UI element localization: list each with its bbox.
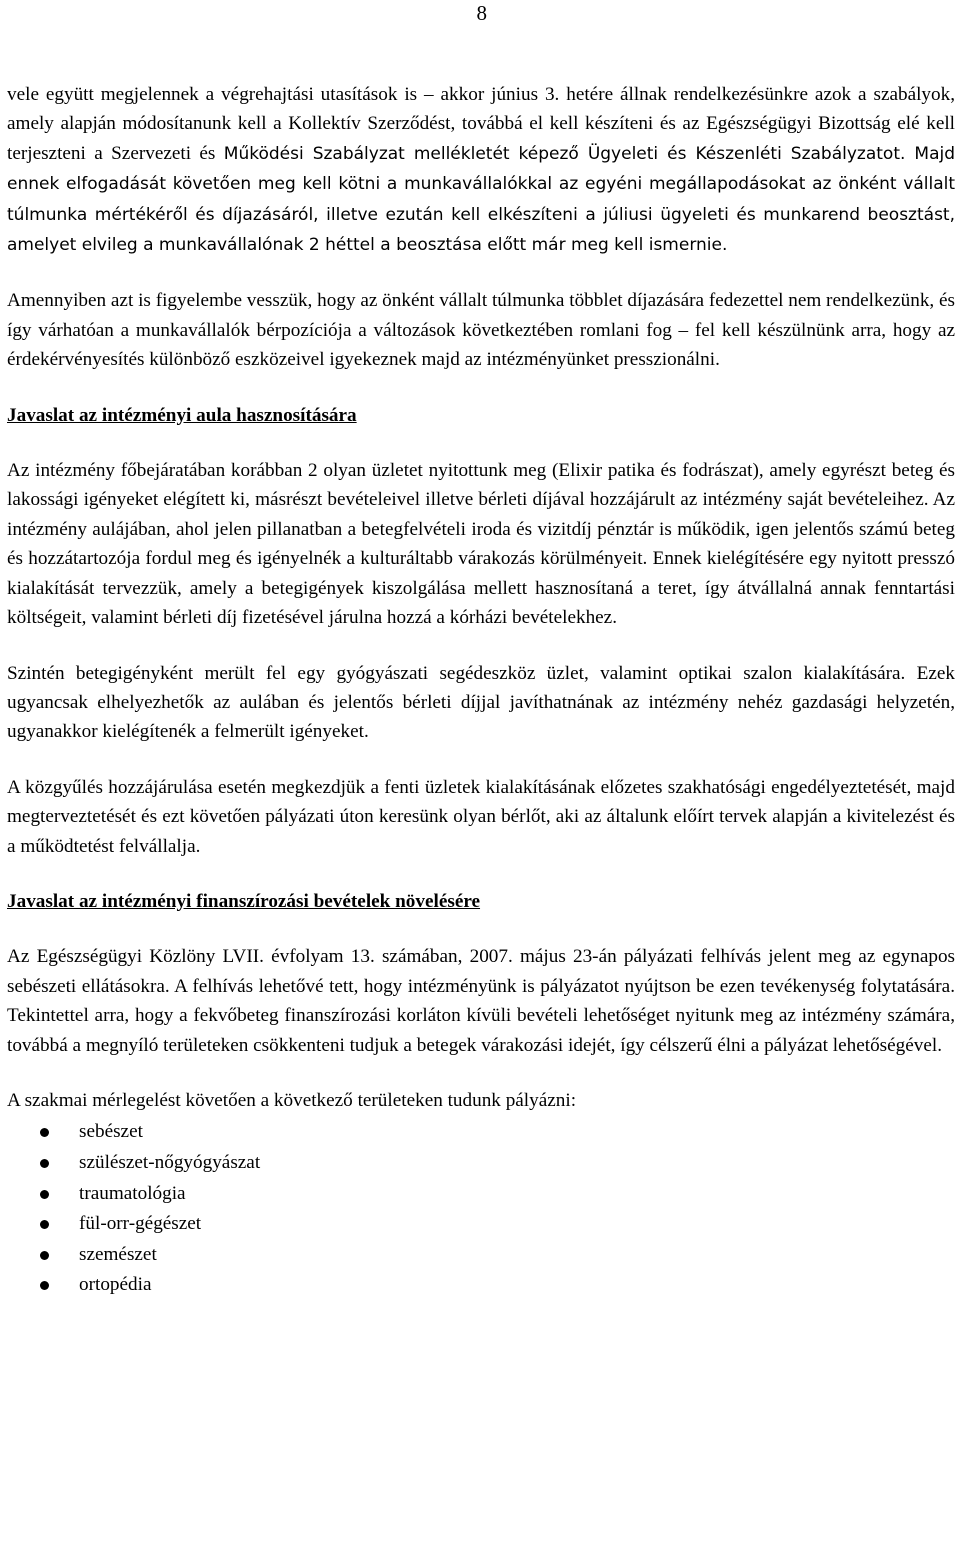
list-item bbox=[7, 1240, 955, 1271]
bullet-icon bbox=[40, 1220, 49, 1229]
list-item bbox=[7, 1117, 955, 1148]
bullet-icon bbox=[40, 1128, 49, 1137]
paragraph-work-schedule-part-a: vele együtt megjelennek a végrehajtási utasítások is – akkor június 3. hetére állnak rendelkezésünkre azok a szabályok, amely alapján módosítanunk kell a Kollektív Szerződést, továbbá el kell készíteni és az Egészségügyi Bizottság elé kell terjeszteni a Szervezeti és bbox=[7, 84, 955, 164]
list-item-label: szemészet bbox=[79, 1243, 157, 1265]
tender-areas-list bbox=[7, 1117, 955, 1301]
page-number: 8 bbox=[476, 1, 487, 25]
bullet-icon bbox=[40, 1159, 49, 1168]
list-item bbox=[7, 1179, 955, 1210]
paragraph-work-schedule-part-b: Működési Szabályzat mellékletét képező Ügyeleti és Készenléti Szabályzatot. bbox=[223, 143, 906, 164]
paragraph-aula-shops: Az intézmény főbejáratában korábban 2 olyan üzletet nyitottunk meg (Elixir patika és fodrászat), amely egyrészt beteg és lakossági igényeket elégített ki, másrészt bevételeivel illetve bérleti díjával hozzájárult az intézmény saját bevételeihez. Az intézmény aulájában, ahol jelen pillanatban a betegfelvételi iroda és vizitdíj pénztár is működik, igen jelentős számú beteg és hozzátartozója fordul meg és igényelnék a kulturáltabb várakozás körülményeit. Ennek kielégítésére egy nyitott presszó kialakítását tervezzük, amely a betegigények kiszolgálása mellett hasznosítaná a teret, így átvállalná annak fenntartási költségeit, valamint bérleti díj fizetésével járulna hozzá a kórházi bevételekhez. bbox=[7, 460, 955, 629]
list-item bbox=[7, 1209, 955, 1240]
paragraph-work-schedule bbox=[7, 80, 955, 260]
paragraph-tender-call: Az Egészségügyi Közlöny LVII. évfolyam 13. számában, 2007. május 23-án pályázati felhívás jelent meg az egynapos sebészeti ellátásokra. A felhívás lehetővé tett, hogy intézményünk is pályázatot nyújtson be ezen tevékenység folytatására. Tekintettel arra, hogy a fekvőbeteg finanszírozási korláton kívüli bevételi lehetőséget nyitunk meg az intézmény számára, továbbá a megnyíló területeken csökkenteni tudjuk a betegek várakozási idejét, így célszerű élni a pályázat lehetőségével. bbox=[7, 946, 955, 1056]
heading-aula-utilization: Javaslat az intézményi aula hasznosítására bbox=[7, 404, 357, 426]
document-body bbox=[7, 80, 955, 1301]
paragraph-tender-areas-intro: A szakmai mérlegelést követően a következő területeken tudunk pályázni: bbox=[7, 1089, 577, 1111]
paragraph-medical-aids-shop: Szintén betegigényként merült fel egy gyógyászati segédeszköz üzlet, valamint optikai szalon kialakítására. Ezek ugyancsak elhelyezhetők az aulában és jelentős bérleti díjjal javíthatnának az intézmény nehéz gazdasági helyzetén, ugyanakkor kielégítenék a felmerült igényeket. bbox=[7, 662, 955, 743]
list-item-label: fül-orr-gégészet bbox=[79, 1213, 202, 1235]
paragraph-work-schedule-part-c: Majd ennek elfogadását követően meg kell kötni a munkavállalókkal az egyéni megállapodásokat az önként vállalt túlmunka mértékéről és díjazásáról, illetve ezután kell elkészíteni a júliusi ügyeleti és munkarend beosztást, amelyet elvileg a munkavállalónak 2 héttel a beosztása előtt már meg kell ismernie. bbox=[7, 143, 955, 256]
bullet-icon bbox=[40, 1251, 49, 1260]
list-item-label: szülészet-nőgyógyászat bbox=[79, 1151, 261, 1173]
list-item bbox=[7, 1270, 955, 1301]
heading-financing-revenue: Javaslat az intézményi finanszírozási bevételek növelésére bbox=[7, 890, 481, 912]
list-item-label: traumatológia bbox=[79, 1182, 186, 1204]
list-item-label: ortopédia bbox=[79, 1274, 152, 1296]
paragraph-assembly-approval: A közgyűlés hozzájárulása esetén megkezdjük a fenti üzletek kialakításának előzetes szakhatósági engedélyeztetését, majd megterveztetését és ezt követően pályázati úton keresünk olyan bérlőt, aki az általunk előírt tervek alapján a kivitelezést és a működtetést felvállalja. bbox=[7, 776, 955, 857]
paragraph-overtime-pay: Amennyiben azt is figyelembe vesszük, hogy az önként vállalt túlmunka többlet díjazására fedezettel nem rendelkezünk, és így várhatóan a munkavállalók bérpozíciója a változások következtében romlani fog – fel kell készülnünk arra, hogy az érdekérvényesítés különböző eszközeivel igyekeznek majd az intézményünket presszionálni. bbox=[7, 290, 955, 371]
list-item-label: sebészet bbox=[79, 1121, 143, 1143]
list-item bbox=[7, 1148, 955, 1179]
bullet-icon bbox=[40, 1190, 49, 1199]
bullet-icon bbox=[40, 1281, 49, 1290]
